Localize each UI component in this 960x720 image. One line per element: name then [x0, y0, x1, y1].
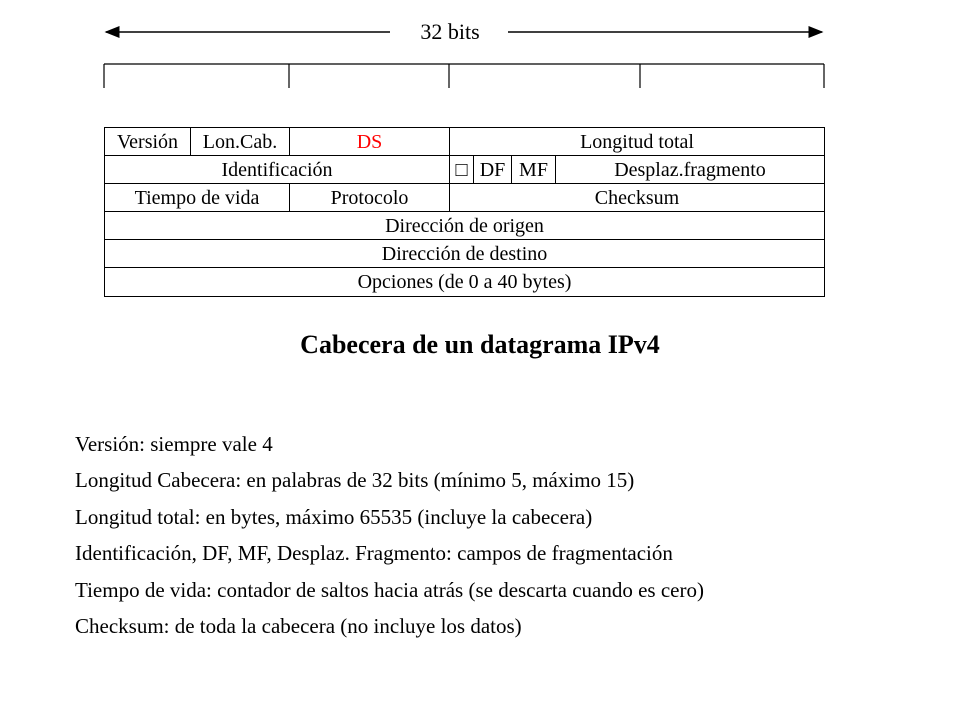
header-row-4 — [105, 212, 825, 240]
header-row-5 — [105, 240, 825, 268]
description-item: Longitud Cabecera: en palabras de 32 bits (mínimo 5, máximo 15) — [75, 468, 635, 493]
ipv4-header-diagram — [104, 127, 825, 297]
field-source-address: Dirección de origen — [105, 212, 825, 240]
header-row-3 — [105, 184, 825, 212]
field-version: Versión — [105, 128, 191, 156]
field-protocol: Protocolo — [290, 184, 450, 212]
field-destination-address: Dirección de destino — [105, 240, 825, 268]
header-row-1 — [105, 128, 825, 156]
byte-ruler — [104, 64, 824, 88]
field-fragment-offset: Desplaz.fragmento — [556, 156, 825, 184]
description-item: Identificación, DF, MF, Desplaz. Fragmento: campos de fragmentación — [75, 541, 673, 566]
description-item: Versión: siempre vale 4 — [75, 432, 273, 456]
field-identification: Identificación — [105, 156, 450, 184]
header-row-2 — [105, 156, 825, 184]
description-item: Longitud total: en bytes, máximo 65535 (incluye la cabecera) — [75, 504, 593, 529]
description-item: Checksum: de toda la cabecera (no incluye los datos) — [75, 614, 522, 639]
field-options: Opciones (de 0 a 40 bytes) — [105, 268, 825, 297]
field-descriptions — [75, 426, 704, 644]
field-header-length: Lon.Cab. — [191, 128, 290, 156]
width-label: 32 bits — [420, 19, 480, 44]
field-df: DF — [474, 156, 512, 184]
diagram-caption: Cabecera de un datagrama IPv4 — [300, 330, 660, 359]
bit-width-ruler — [0, 0, 960, 100]
field-mf: MF — [512, 156, 556, 184]
field-reserved-flag: □ — [450, 156, 474, 184]
field-ttl: Tiempo de vida — [105, 184, 290, 212]
description-item: Tiempo de vida: contador de saltos hacia atrás (se descarta cuando es cero) — [75, 577, 704, 602]
field-ds: DS — [290, 128, 450, 156]
header-row-6 — [105, 268, 825, 297]
field-checksum: Checksum — [450, 184, 825, 212]
field-total-length: Longitud total — [450, 128, 825, 156]
